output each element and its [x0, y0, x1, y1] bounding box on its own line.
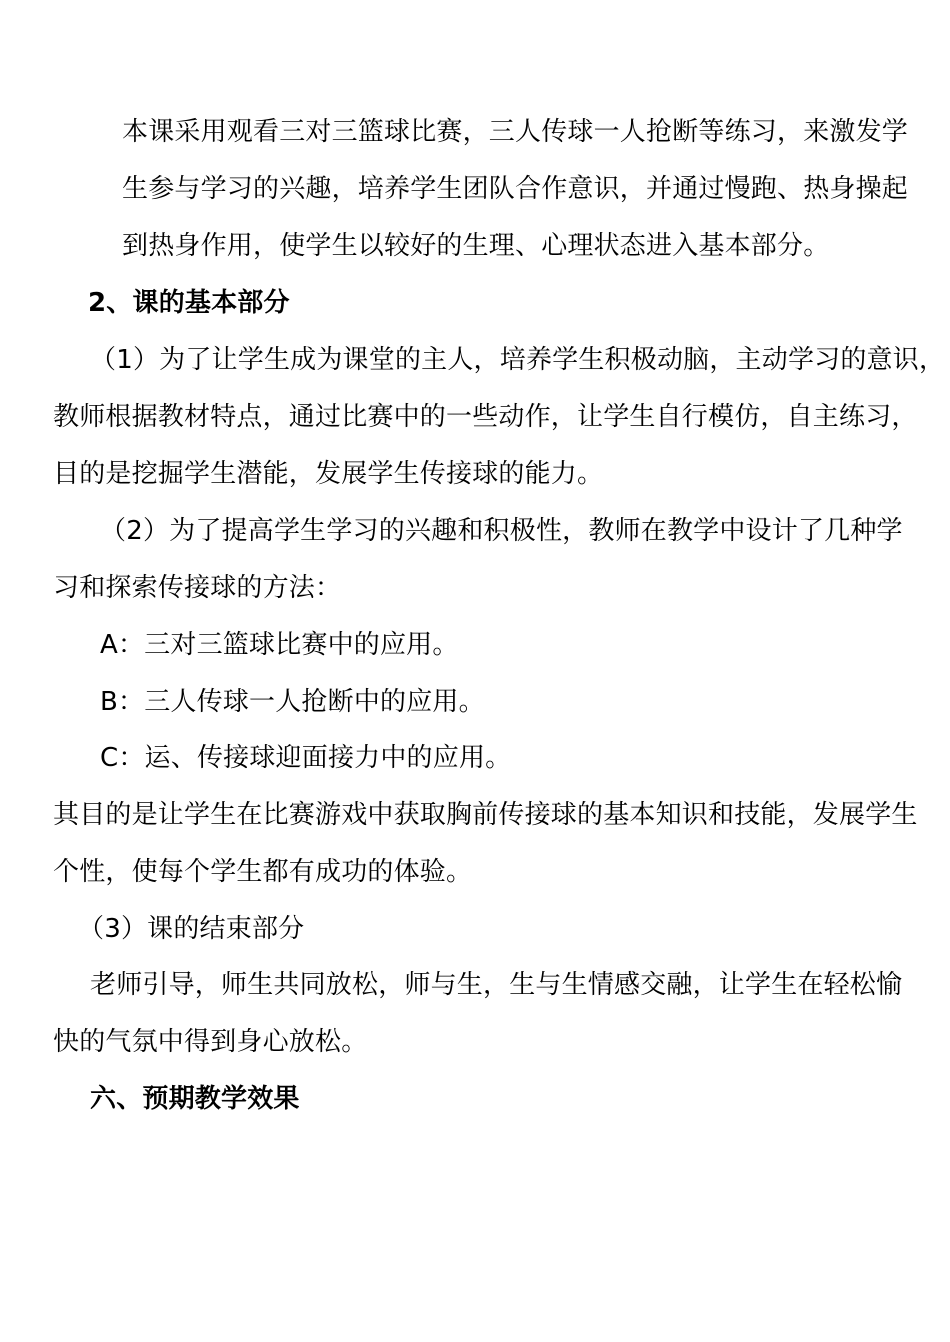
para1-line-1: （1）为了让学生成为课堂的主人，培养学生积极动脑，主动学习的意识，	[90, 345, 946, 375]
list-item-a: A：三对三篮球比赛中的应用。	[100, 630, 459, 660]
ending-heading: （3）课的结束部分	[78, 914, 305, 944]
section-2-heading: 2、课的基本部分	[88, 288, 290, 318]
intro-line-1: 本课采用观看三对三篮球比赛，三人传球一人抢断等练习，来激发学	[122, 117, 909, 147]
para2-line-2: 习和探索传接球的方法：	[53, 573, 342, 603]
intro-line-2: 生参与学习的兴趣，培养学生团队合作意识，并通过慢跑、热身操起	[122, 174, 909, 204]
para1-line-2: 教师根据教材特点，通过比赛中的一些动作，让学生自行模仿，自主练习，	[53, 402, 918, 432]
para2-line-1: （2）为了提高学生学习的兴趣和积极性，教师在教学中设计了几种学	[100, 516, 903, 546]
list-item-b: B：三人传球一人抢断中的应用。	[100, 687, 485, 717]
para1-line-3: 目的是挖掘学生潜能，发展学生传接球的能力。	[53, 459, 604, 489]
purpose-line-2: 个性，使每个学生都有成功的体验。	[53, 857, 473, 887]
ending-line-2: 快的气氛中得到身心放松。	[53, 1027, 368, 1057]
section-6-heading: 六、预期教学效果	[90, 1084, 300, 1114]
purpose-line-1: 其目的是让学生在比赛游戏中获取胸前传接球的基本知识和技能，发展学生	[53, 800, 918, 830]
ending-line-1: 老师引导，师生共同放松，师与生，生与生情感交融，让学生在轻松愉	[90, 970, 903, 1000]
intro-line-3: 到热身作用，使学生以较好的生理、心理状态进入基本部分。	[122, 231, 830, 261]
list-item-c: C：运、传接球迎面接力中的应用。	[100, 743, 512, 773]
